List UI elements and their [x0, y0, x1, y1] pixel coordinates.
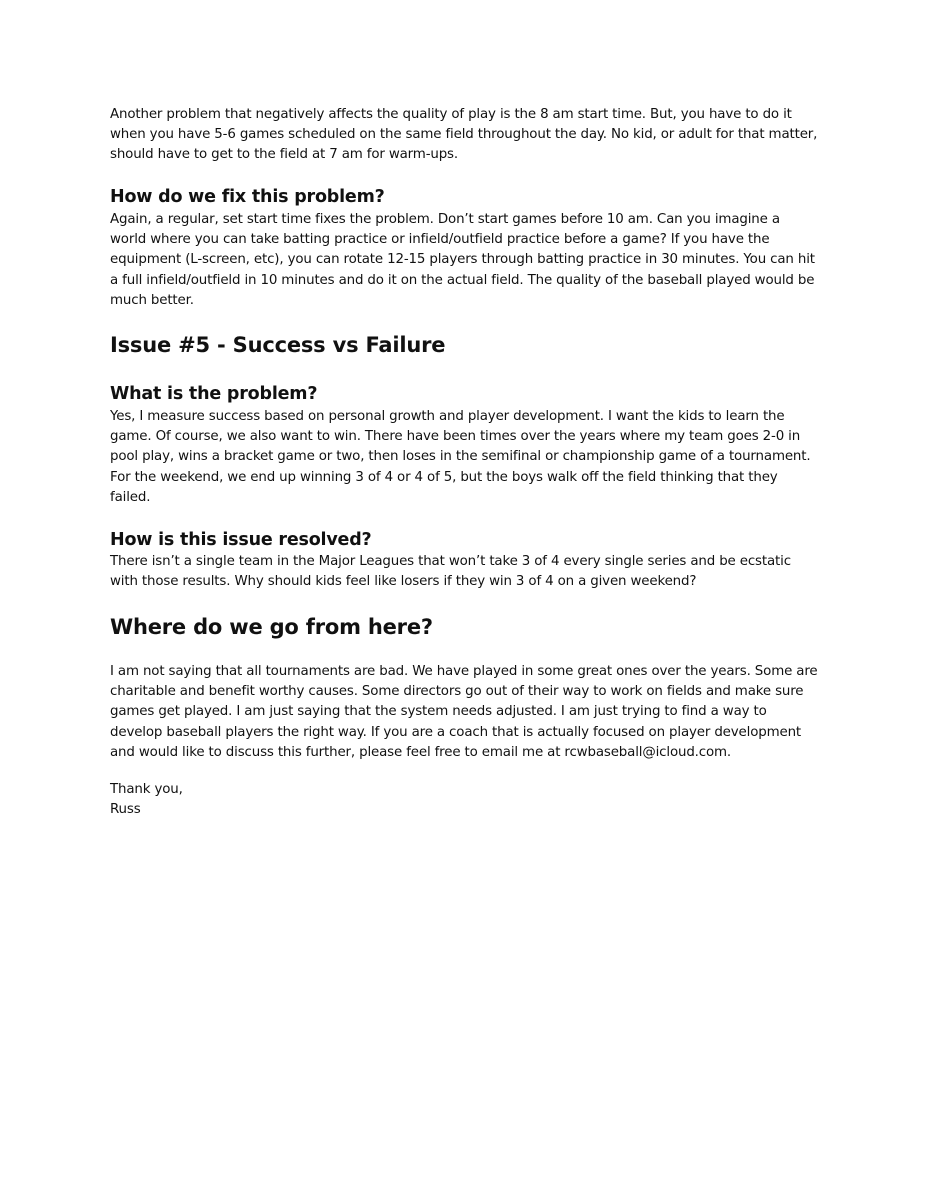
signature-text: Russ — [110, 802, 141, 817]
heading-fix-problem: How do we fix this problem? — [110, 187, 385, 207]
heading-issue-5: Issue #5 - Success vs Failure — [110, 333, 446, 357]
paragraph-problem: Yes, I measure success based on personal growth and player development. I want the kids to learn the game. Of course, we also want to win. There have been times over the years where my team goes 2-0 in pool play, wins a bracket game or two, then loses in the semifinal or championship game of a tournament. For the weekend, we end up winning 3 of 4 or 4 of 5, but the boys walk off the field thinking that they failed. — [110, 409, 811, 505]
heading-where-from-here: Where do we go from here? — [110, 615, 433, 639]
paragraph-fix-problem: Again, a regular, set start time fixes the problem. Don’t start games before 10 am. Can you imagine a world where you can take batting practice or infield/outfield practice before a game? If you have the equipment (L-screen, etc), you can rotate 12-15 players through batting practice in 30 minutes. You can hit a full infield/outfield in 10 minutes and do it on the actual field. The quality of the baseball played would be much better. — [110, 212, 815, 308]
heading-what-is-problem: What is the problem? — [110, 384, 318, 404]
heading-issue-resolved: How is this issue resolved? — [110, 530, 372, 550]
closing-text: Thank you, — [110, 782, 183, 797]
paragraph-start-time: Another problem that negatively affects the quality of play is the 8 am start time. But, you have to do it when you have 5-6 games scheduled on the same field throughout the day. No kid, or adult for that matter, should have to get to the field at 7 am for warm-ups. — [110, 107, 818, 163]
paragraph-where-from-here: I am not saying that all tournaments are bad. We have played in some great ones over the years. Some are charitable and benefit worthy causes. Some directors go out of their way to work on fields and make sure games get played. I am just saying that the system needs adjusted. I am just trying to find a way to develop baseball players the right way. If you are a coach that is actually focused on player development and would like to discuss this further, please feel free to email me at rcwbaseball@icloud.com. — [110, 664, 818, 760]
paragraph-resolved: There isn’t a single team in the Major Leagues that won’t take 3 of 4 every single series and be ecstatic with those results. Why should kids feel like losers if they win 3 of 4 on a given weekend? — [110, 554, 791, 590]
